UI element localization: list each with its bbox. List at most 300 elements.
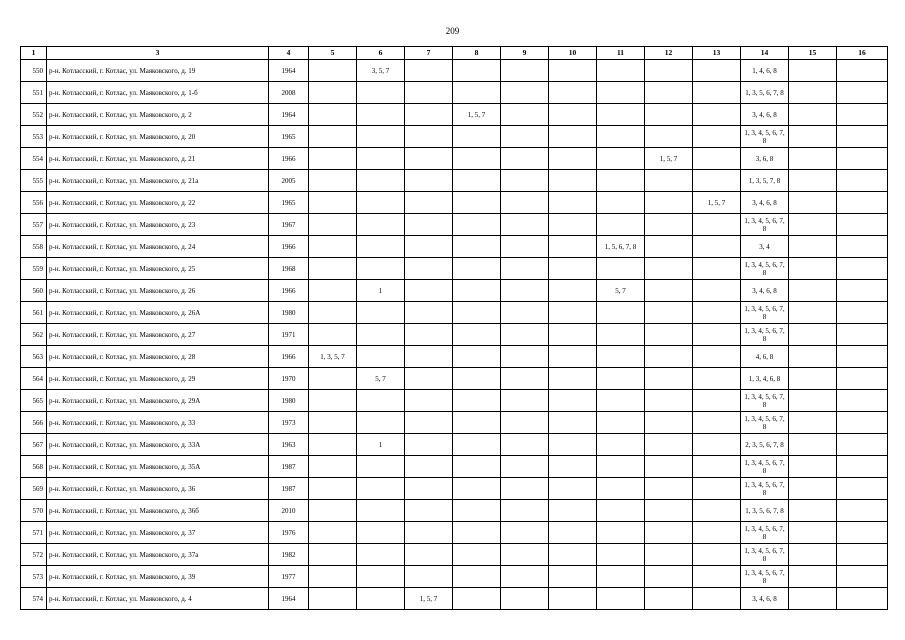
col10-cell [549,104,597,126]
col9-cell [501,588,549,610]
col15-cell [789,280,837,302]
col11-cell [597,324,645,346]
col9-cell [501,280,549,302]
col13-cell [693,126,741,148]
col9-cell [501,368,549,390]
year-cell: 1963 [269,434,309,456]
column-header-7: 7 [405,47,453,60]
table-row [21,522,888,544]
address-cell: р-н. Котласский, г. Котлас, ул. Маяковского, д. 23 [47,214,269,236]
column-header-16: 16 [837,47,888,60]
col6-cell: 1 [357,434,405,456]
col6-cell [357,148,405,170]
col15-cell [789,588,837,610]
col6-cell [357,82,405,104]
col5-cell [309,192,357,214]
col5-cell [309,258,357,280]
col14-cell: 1, 3, 4, 5, 6, 7, 8 [741,544,789,566]
year-cell: 1965 [269,192,309,214]
col10-cell [549,324,597,346]
col8-cell [453,588,501,610]
col6-cell [357,478,405,500]
col14-cell: 1, 3, 4, 5, 6, 7, 8 [741,302,789,324]
col5-cell [309,126,357,148]
col15-cell [789,126,837,148]
row-number-cell: 572 [21,544,47,566]
column-header-13: 13 [693,47,741,60]
col6-cell [357,302,405,324]
col9-cell [501,390,549,412]
col6-cell [357,544,405,566]
year-cell: 1980 [269,390,309,412]
table-row [21,346,888,368]
table-row [21,368,888,390]
row-number-cell: 551 [21,82,47,104]
col12-cell [645,456,693,478]
table-row [21,544,888,566]
col10-cell [549,302,597,324]
col5-cell [309,390,357,412]
col16-cell [837,456,888,478]
col5-cell [309,368,357,390]
col5-cell [309,566,357,588]
col10-cell [549,434,597,456]
address-cell: р-н. Котласский, г. Котлас, ул. Маяковского, д. 25 [47,258,269,280]
address-cell: р-н. Котласский, г. Котлас, ул. Маяковского, д. 37 [47,522,269,544]
col16-cell [837,588,888,610]
col12-cell [645,566,693,588]
col8-cell [453,236,501,258]
col6-cell [357,214,405,236]
col5-cell [309,82,357,104]
col11-cell [597,302,645,324]
col12-cell [645,60,693,82]
col7-cell [405,302,453,324]
col10-cell [549,280,597,302]
col8-cell [453,456,501,478]
col5-cell [309,324,357,346]
address-cell: р-н. Котласский, г. Котлас, ул. Маяковского, д. 21а [47,170,269,192]
row-number-cell: 565 [21,390,47,412]
address-cell: р-н. Котласский, г. Котлас, ул. Маяковского, д. 39 [47,566,269,588]
col7-cell [405,258,453,280]
address-cell: р-н. Котласский, г. Котлас, ул. Маяковского, д. 19 [47,60,269,82]
col11-cell [597,214,645,236]
col11-cell [597,104,645,126]
col8-cell [453,434,501,456]
col12-cell [645,280,693,302]
column-header-12: 12 [645,47,693,60]
col6-cell [357,104,405,126]
col10-cell [549,148,597,170]
year-cell: 2010 [269,500,309,522]
year-cell: 2008 [269,82,309,104]
table-row [21,390,888,412]
col10-cell [549,214,597,236]
col7-cell [405,280,453,302]
col16-cell [837,126,888,148]
col16-cell [837,170,888,192]
col13-cell [693,324,741,346]
address-cell: р-н. Котласский, г. Котлас, ул. Маяковского, д. 21 [47,148,269,170]
col7-cell [405,368,453,390]
column-header-5: 5 [309,47,357,60]
header-row [21,47,888,60]
col16-cell [837,60,888,82]
col12-cell [645,346,693,368]
col10-cell [549,544,597,566]
col15-cell [789,346,837,368]
col6-cell [357,192,405,214]
year-cell: 1965 [269,126,309,148]
col15-cell [789,302,837,324]
table-row [21,302,888,324]
col15-cell [789,82,837,104]
col12-cell [645,544,693,566]
col12-cell [645,324,693,346]
row-number-cell: 550 [21,60,47,82]
address-cell: р-н. Котласский, г. Котлас, ул. Маяковского, д. 20 [47,126,269,148]
col14-cell: 1, 3, 4, 5, 6, 7, 8 [741,412,789,434]
year-cell: 1967 [269,214,309,236]
col9-cell [501,302,549,324]
row-number-cell: 568 [21,456,47,478]
col13-cell [693,60,741,82]
col5-cell [309,544,357,566]
col11-cell: 1, 5, 6, 7, 8 [597,236,645,258]
col16-cell [837,192,888,214]
col8-cell [453,566,501,588]
col15-cell [789,148,837,170]
address-cell: р-н. Котласский, г. Котлас, ул. Маяковского, д. 37а [47,544,269,566]
col13-cell [693,566,741,588]
col6-cell [357,346,405,368]
col9-cell [501,324,549,346]
col7-cell [405,82,453,104]
col15-cell [789,192,837,214]
col7-cell [405,566,453,588]
year-cell: 1982 [269,544,309,566]
col7-cell [405,60,453,82]
col16-cell [837,368,888,390]
col14-cell: 1, 4, 6, 8 [741,60,789,82]
col10-cell [549,192,597,214]
col9-cell [501,566,549,588]
col9-cell [501,544,549,566]
col13-cell [693,522,741,544]
col16-cell [837,148,888,170]
col6-cell [357,588,405,610]
col5-cell [309,104,357,126]
col10-cell [549,258,597,280]
column-header-11: 11 [597,47,645,60]
col9-cell [501,82,549,104]
year-cell: 1966 [269,148,309,170]
col7-cell [405,324,453,346]
row-number-cell: 562 [21,324,47,346]
address-cell: р-н. Котласский, г. Котлас, ул. Маяковского, д. 22 [47,192,269,214]
year-cell: 1964 [269,60,309,82]
col13-cell [693,346,741,368]
row-number-cell: 556 [21,192,47,214]
table-row [21,324,888,346]
address-cell: р-н. Котласский, г. Котлас, ул. Маяковского, д. 33 [47,412,269,434]
year-cell: 1964 [269,104,309,126]
col11-cell [597,258,645,280]
year-cell: 1964 [269,588,309,610]
col7-cell [405,456,453,478]
col15-cell [789,104,837,126]
col5-cell [309,588,357,610]
address-cell: р-н. Котласский, г. Котлас, ул. Маяковского, д. 24 [47,236,269,258]
column-header-15: 15 [789,47,837,60]
year-cell: 1968 [269,258,309,280]
col14-cell: 3, 4, 6, 8 [741,280,789,302]
col13-cell [693,82,741,104]
col11-cell [597,544,645,566]
col7-cell [405,126,453,148]
col13-cell [693,588,741,610]
col15-cell [789,368,837,390]
col9-cell [501,148,549,170]
col16-cell [837,324,888,346]
col14-cell: 2, 3, 5, 6, 7, 8 [741,434,789,456]
col8-cell [453,170,501,192]
col13-cell [693,544,741,566]
row-number-cell: 567 [21,434,47,456]
col13-cell [693,456,741,478]
table-row [21,126,888,148]
col6-cell [357,456,405,478]
col9-cell [501,126,549,148]
address-cell: р-н. Котласский, г. Котлас, ул. Маяковского, д. 29 [47,368,269,390]
col14-cell: 1, 3, 4, 5, 6, 7, 8 [741,324,789,346]
col5-cell [309,478,357,500]
col16-cell [837,522,888,544]
col10-cell [549,588,597,610]
col13-cell [693,148,741,170]
col13-cell: 1, 5, 7 [693,192,741,214]
col7-cell [405,148,453,170]
col6-cell [357,324,405,346]
col6-cell [357,412,405,434]
col16-cell [837,302,888,324]
col12-cell [645,412,693,434]
column-header-1: 1 [21,47,47,60]
col8-cell [453,500,501,522]
col8-cell [453,368,501,390]
col13-cell [693,104,741,126]
col11-cell: 5, 7 [597,280,645,302]
col16-cell [837,412,888,434]
col8-cell [453,214,501,236]
column-header-3: 3 [47,47,269,60]
col8-cell [453,346,501,368]
col14-cell: 1, 3, 5, 6, 7, 8 [741,500,789,522]
year-cell: 1971 [269,324,309,346]
table-row [21,566,888,588]
row-number-cell: 559 [21,258,47,280]
col9-cell [501,104,549,126]
col16-cell [837,258,888,280]
col11-cell [597,522,645,544]
table-row [21,258,888,280]
col11-cell [597,170,645,192]
col14-cell: 1, 3, 5, 7, 8 [741,170,789,192]
column-header-10: 10 [549,47,597,60]
table-row [21,500,888,522]
row-number-cell: 571 [21,522,47,544]
col15-cell [789,170,837,192]
col6-cell [357,170,405,192]
col6-cell [357,566,405,588]
col7-cell [405,522,453,544]
column-header-9: 9 [501,47,549,60]
col11-cell [597,148,645,170]
row-number-cell: 566 [21,412,47,434]
year-cell: 1966 [269,346,309,368]
col16-cell [837,500,888,522]
col11-cell [597,192,645,214]
col8-cell [453,478,501,500]
col15-cell [789,258,837,280]
col7-cell [405,236,453,258]
col10-cell [549,456,597,478]
col13-cell [693,434,741,456]
table-row [21,192,888,214]
page-number: 209 [445,26,460,36]
col12-cell [645,192,693,214]
col9-cell [501,478,549,500]
col11-cell [597,82,645,104]
col12-cell [645,302,693,324]
col14-cell: 1, 3, 4, 5, 6, 7, 8 [741,214,789,236]
address-cell: р-н. Котласский, г. Котлас, ул. Маяковского, д. 26 [47,280,269,302]
col10-cell [549,346,597,368]
col5-cell [309,148,357,170]
table-row [21,588,888,610]
col8-cell [453,60,501,82]
col9-cell [501,456,549,478]
col9-cell [501,500,549,522]
row-number-cell: 570 [21,500,47,522]
col16-cell [837,434,888,456]
col12-cell [645,82,693,104]
col7-cell [405,500,453,522]
col9-cell [501,434,549,456]
col15-cell [789,412,837,434]
col12-cell [645,390,693,412]
col5-cell [309,412,357,434]
col7-cell [405,192,453,214]
col7-cell [405,434,453,456]
table-body [21,60,888,610]
col12-cell [645,500,693,522]
address-cell: р-н. Котласский, г. Котлас, ул. Маяковского, д. 4 [47,588,269,610]
year-cell: 1987 [269,456,309,478]
col14-cell: 3, 4 [741,236,789,258]
row-number-cell: 563 [21,346,47,368]
table-row [21,170,888,192]
col14-cell: 3, 4, 6, 8 [741,192,789,214]
row-number-cell: 561 [21,302,47,324]
col10-cell [549,368,597,390]
col16-cell [837,104,888,126]
col13-cell [693,258,741,280]
col6-cell: 5, 7 [357,368,405,390]
col12-cell [645,236,693,258]
col13-cell [693,478,741,500]
row-number-cell: 557 [21,214,47,236]
col9-cell [501,258,549,280]
col5-cell [309,434,357,456]
table-row [21,104,888,126]
table-row [21,60,888,82]
address-cell: р-н. Котласский, г. Котлас, ул. Маяковского, д. 27 [47,324,269,346]
col13-cell [693,500,741,522]
address-cell: р-н. Котласский, г. Котлас, ул. Маяковского, д. 26А [47,302,269,324]
col9-cell [501,236,549,258]
year-cell: 1966 [269,280,309,302]
col15-cell [789,60,837,82]
col6-cell: 1 [357,280,405,302]
col13-cell [693,236,741,258]
col14-cell: 1, 3, 4, 5, 6, 7, 8 [741,126,789,148]
col7-cell [405,214,453,236]
col15-cell [789,236,837,258]
table-row [21,412,888,434]
col9-cell [501,346,549,368]
col11-cell [597,390,645,412]
row-number-cell: 558 [21,236,47,258]
col11-cell [597,368,645,390]
col7-cell [405,544,453,566]
col8-cell [453,390,501,412]
col15-cell [789,478,837,500]
address-cell: р-н. Котласский, г. Котлас, ул. Маяковского, д. 33А [47,434,269,456]
col10-cell [549,500,597,522]
col16-cell [837,280,888,302]
year-cell: 1970 [269,368,309,390]
col13-cell [693,412,741,434]
col11-cell [597,456,645,478]
col11-cell [597,126,645,148]
col16-cell [837,82,888,104]
year-cell: 1987 [269,478,309,500]
col9-cell [501,170,549,192]
col10-cell [549,390,597,412]
col9-cell [501,412,549,434]
col5-cell [309,214,357,236]
year-cell: 1976 [269,522,309,544]
row-number-cell: 574 [21,588,47,610]
col5-cell [309,302,357,324]
col10-cell [549,60,597,82]
col8-cell: 1, 5, 7 [453,104,501,126]
col10-cell [549,566,597,588]
col5-cell [309,60,357,82]
col16-cell [837,478,888,500]
column-header-14: 14 [741,47,789,60]
col14-cell: 1, 3, 4, 5, 6, 7, 8 [741,566,789,588]
row-number-cell: 564 [21,368,47,390]
col8-cell [453,280,501,302]
row-number-cell: 555 [21,170,47,192]
col14-cell: 1, 3, 4, 5, 6, 7, 8 [741,390,789,412]
row-number-cell: 560 [21,280,47,302]
col8-cell [453,82,501,104]
row-number-cell: 573 [21,566,47,588]
